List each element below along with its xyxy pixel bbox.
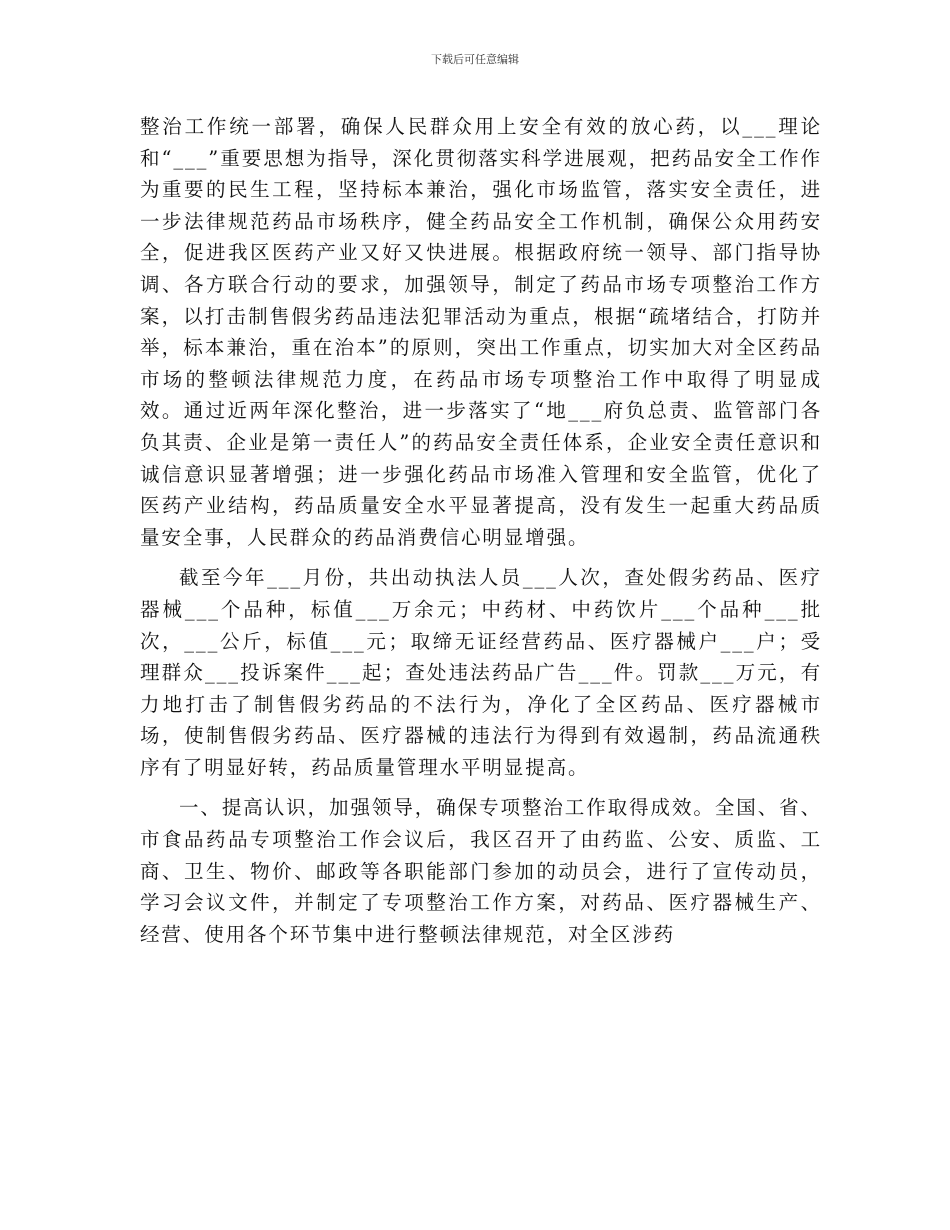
document-body bbox=[140, 111, 822, 950]
paragraph-2: 截至今年___月份，共出动执法人员___人次，查处假劣药品、医疗器械___个品种，标值___万余元；中药材、中药饮片___个品种___批次，___公斤，标值___元；取缔无证经营药品、医疗器械户___户；受理群众___投诉案件___起；查处违法药品广告___件。罚款___万元，有力地打击了制售假劣药品的不法行为，净化了全区药品、医疗器械市场，使制售假劣药品、医疗器械的违法行为得到有效遏制，药品流通秩序有了明显好转，药品质量管理水平明显提高。 bbox=[140, 566, 822, 779]
page-header: 下载后可任意编辑 bbox=[431, 53, 519, 66]
paragraph-1: 整治工作统一部署，确保人民群众用上安全有效的放心药，以___理论和“___”重要思想为指导，深化贯彻落实科学进展观，把药品安全工作作为重要的民生工程，坚持标本兼治，强化市场监管，落实安全责任，进一步法律规范药品市场秩序，健全药品安全工作机制，确保公众用药安全，促进我区医药产业又好又快进展。根据政府统一领导、部门指导协调、各方联合行动的要求，加强领导，制定了药品市场专项整治工作方案，以打击制售假劣药品违法犯罪活动为重点，根据“疏堵结合，打防并举，标本兼治，重在治本”的原则，突出工作重点，切实加大对全区药品市场的整顿法律规范力度，在药品市场专项整治工作中取得了明显成效。通过近两年深化整治，进一步落实了“地___府负总责、监管部门各负其责、企业是第一责任人”的药品安全责任体系，企业安全责任意识和诚信意识显著增强；进一步强化药品市场准入管理和安全监管，优化了医药产业结构，药品质量安全水平显著提高，没有发生一起重大药品质量安全事，人民群众的药品消费信心明显增强。 bbox=[140, 115, 822, 549]
paragraph-3: 一、提高认识，加强领导，确保专项整治工作取得成效。全国、省、市食品药品专项整治工作会议后，我区召开了由药监、公安、质监、工商、卫生、物价、邮政等各职能部门参加的动员会，进行了宣传动员，学习会议文件，并制定了专项整治工作方案，对药品、医疗器械生产、经营、使用各个环节集中进行整顿法律规范，对全区涉药 bbox=[140, 796, 822, 946]
